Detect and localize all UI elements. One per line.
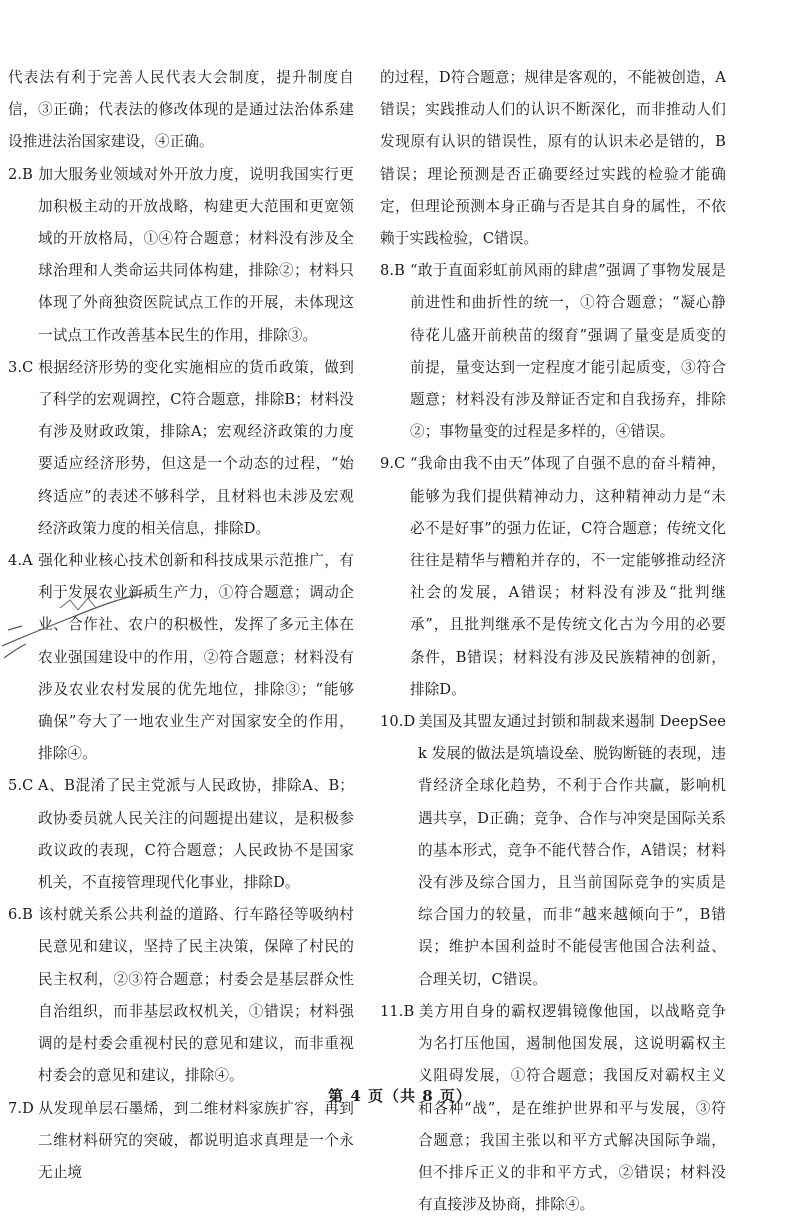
left-column xyxy=(8,62,354,1189)
answer-number: 10.D xyxy=(380,713,416,731)
answer-item-2 xyxy=(8,159,354,352)
answer-text: 美方用自身的霸权逻辑镜像他国，以战略竞争为名打压他国，遏制他国发展，这说明霸权主义阻碍发展，①符合题意；我国反对霸权主义和各种“战”，是在维护世界和平与发展，③符合题意；我国主张以和平方式解决国际争端，但不排斥正义的非和平方式，②错误；材料没有直接涉及协商，排除④。 xyxy=(418,1002,726,1214)
answer-item-7 xyxy=(8,1093,354,1190)
answer-item-11 xyxy=(380,996,726,1221)
answer-item-4 xyxy=(8,545,354,770)
answer-text: 从发现单层石墨烯，到二维材料家族扩容，再到二维材料研究的突破，都说明追求真理是一个永无止境 xyxy=(38,1099,354,1181)
answer-item-10 xyxy=(380,706,726,996)
answer-number: 6.B xyxy=(8,906,33,924)
right-column xyxy=(380,62,726,1221)
page-number-footer: 第 4 页（共 8 页） xyxy=(328,1087,472,1105)
answer-item-6 xyxy=(8,899,354,1092)
answer-text: A、B混淆了民主党派与人民政协，排除A、B；政协委员就人民关注的问题提出建议，是积极参政议政的表现，C符合题意；人民政协不是国家机关，不直接管理现代化事业，排除D。 xyxy=(38,777,354,892)
answer-text: 美国及其盟友通过封锁和制裁来遏制 DeepSeek 发展的做法是筑墙设垒、脱钩断链的表现，违背经济全球化趋势，不利于合作共赢，影响机遇共享，D正确；竞争、合作与冲突是国际关系的基本形式，竞争不能代替合作，A错误；材料没有涉及综合国力，且当前国际竞争的实质是综合国力的较量，而非“越来越倾向于”，B错误；维护本国利益时不能侵害他国合法利益、合理关切，C错误。 xyxy=(418,713,726,988)
right-continuation: 的过程，D符合题意；规律是客观的，不能被创造，A错误；实践推动人们的认识不断深化，而非推动人们发现原有认识的错误性，原有的认识未必是错的，B错误；理论预测是否正确要经过实践的检验才能确定，但理论预测本身正确与否是其自身的属性，不依赖于实践检验，C错误。 xyxy=(380,69,726,248)
answer-number: 11.B xyxy=(380,1002,415,1020)
answer-number: 2.B xyxy=(8,165,33,183)
answer-text: 该村就关系公共利益的道路、行车路径等吸纳村民意见和建议，坚持了民主决策，保障了村民的民主权利，②③符合题意；村委会是基层群众性自治组织，而非基层政权机关，①错误；材料强调的是村委会重视村民的意见和建议，而非重视村委会的意见和建议，排除④。 xyxy=(38,906,354,1085)
answer-number: 8.B xyxy=(380,262,405,280)
answer-text: 加大服务业领域对外开放力度，说明我国实行更加积极主动的开放战略，构建更大范围和更宽领域的开放格局，①④符合题意；材料没有涉及全球治理和人类命运共同体构建，排除②；材料只体现了外商独资医院试点工作的开展，未体现这一试点工作改善基本民生的作用，排除③。 xyxy=(38,165,354,344)
answer-item-9 xyxy=(380,448,726,706)
answer-text: 根据经济形势的变化实施相应的货币政策，做到了科学的宏观调控，C符合题意，排除B；材料没有涉及财政政策，排除A；宏观经济政策的力度要适应经济形势，但这是一个动态的过程，“始终适应”的表述不够科学，且材料也未涉及宏观经济政策力度的相关信息，排除D。 xyxy=(38,358,354,537)
answer-item-8 xyxy=(380,255,726,448)
answer-text: “我命由我不由天”体现了自强不息的奋斗精神，能够为我们提供精神动力，这种精神动力是“未必不是好事”的强力佐证，C符合题意；传统文化往往是精华与糟粕并存的，不一定能够推动经济社会的发展，A错误；材料没有涉及“批判继承”，且批判继承不是传统文化古为今用的必要条件，B错误；材料没有涉及民族精神的创新，排除D。 xyxy=(410,455,726,698)
answer-item-3 xyxy=(8,352,354,545)
answer-number: 3.C xyxy=(8,358,34,376)
answer-number: 7.D xyxy=(8,1099,34,1117)
answer-text: “敢于直面彩虹前风雨的肆虐”强调了事物发展是前进性和曲折性的统一，①符合题意；“凝心静待花儿盛开前秧苗的缀育”强调了量变是质变的前提，量变达到一定程度才能引起质变，③符合题意；材料没有涉及辩证否定和自我扬弃，排除②；事物量变的过程是多样的，④错误。 xyxy=(410,262,726,441)
answer-item-5 xyxy=(8,770,354,899)
answer-text: 强化种业核心技术创新和科技成果示范推广，有利于发展农业新质生产力，①符合题意；调动企业、合作社、农户的积极性，发挥了多元主体在农业强国建设中的作用，②符合题意；材料没有涉及农业农村发展的优先地位，排除③；“能够确保”夸大了一地农业生产对国家安全的作用，排除④。 xyxy=(38,552,354,763)
answer-number: 9.C xyxy=(380,455,406,473)
answer-number: 5.C xyxy=(8,777,34,795)
answer-number: 4.A xyxy=(8,552,33,570)
left-continuation: 代表法有利于完善人民代表大会制度，提升制度自信，③正确；代表法的修改体现的是通过法治体系建设推进法治国家建设，④正确。 xyxy=(8,69,354,151)
